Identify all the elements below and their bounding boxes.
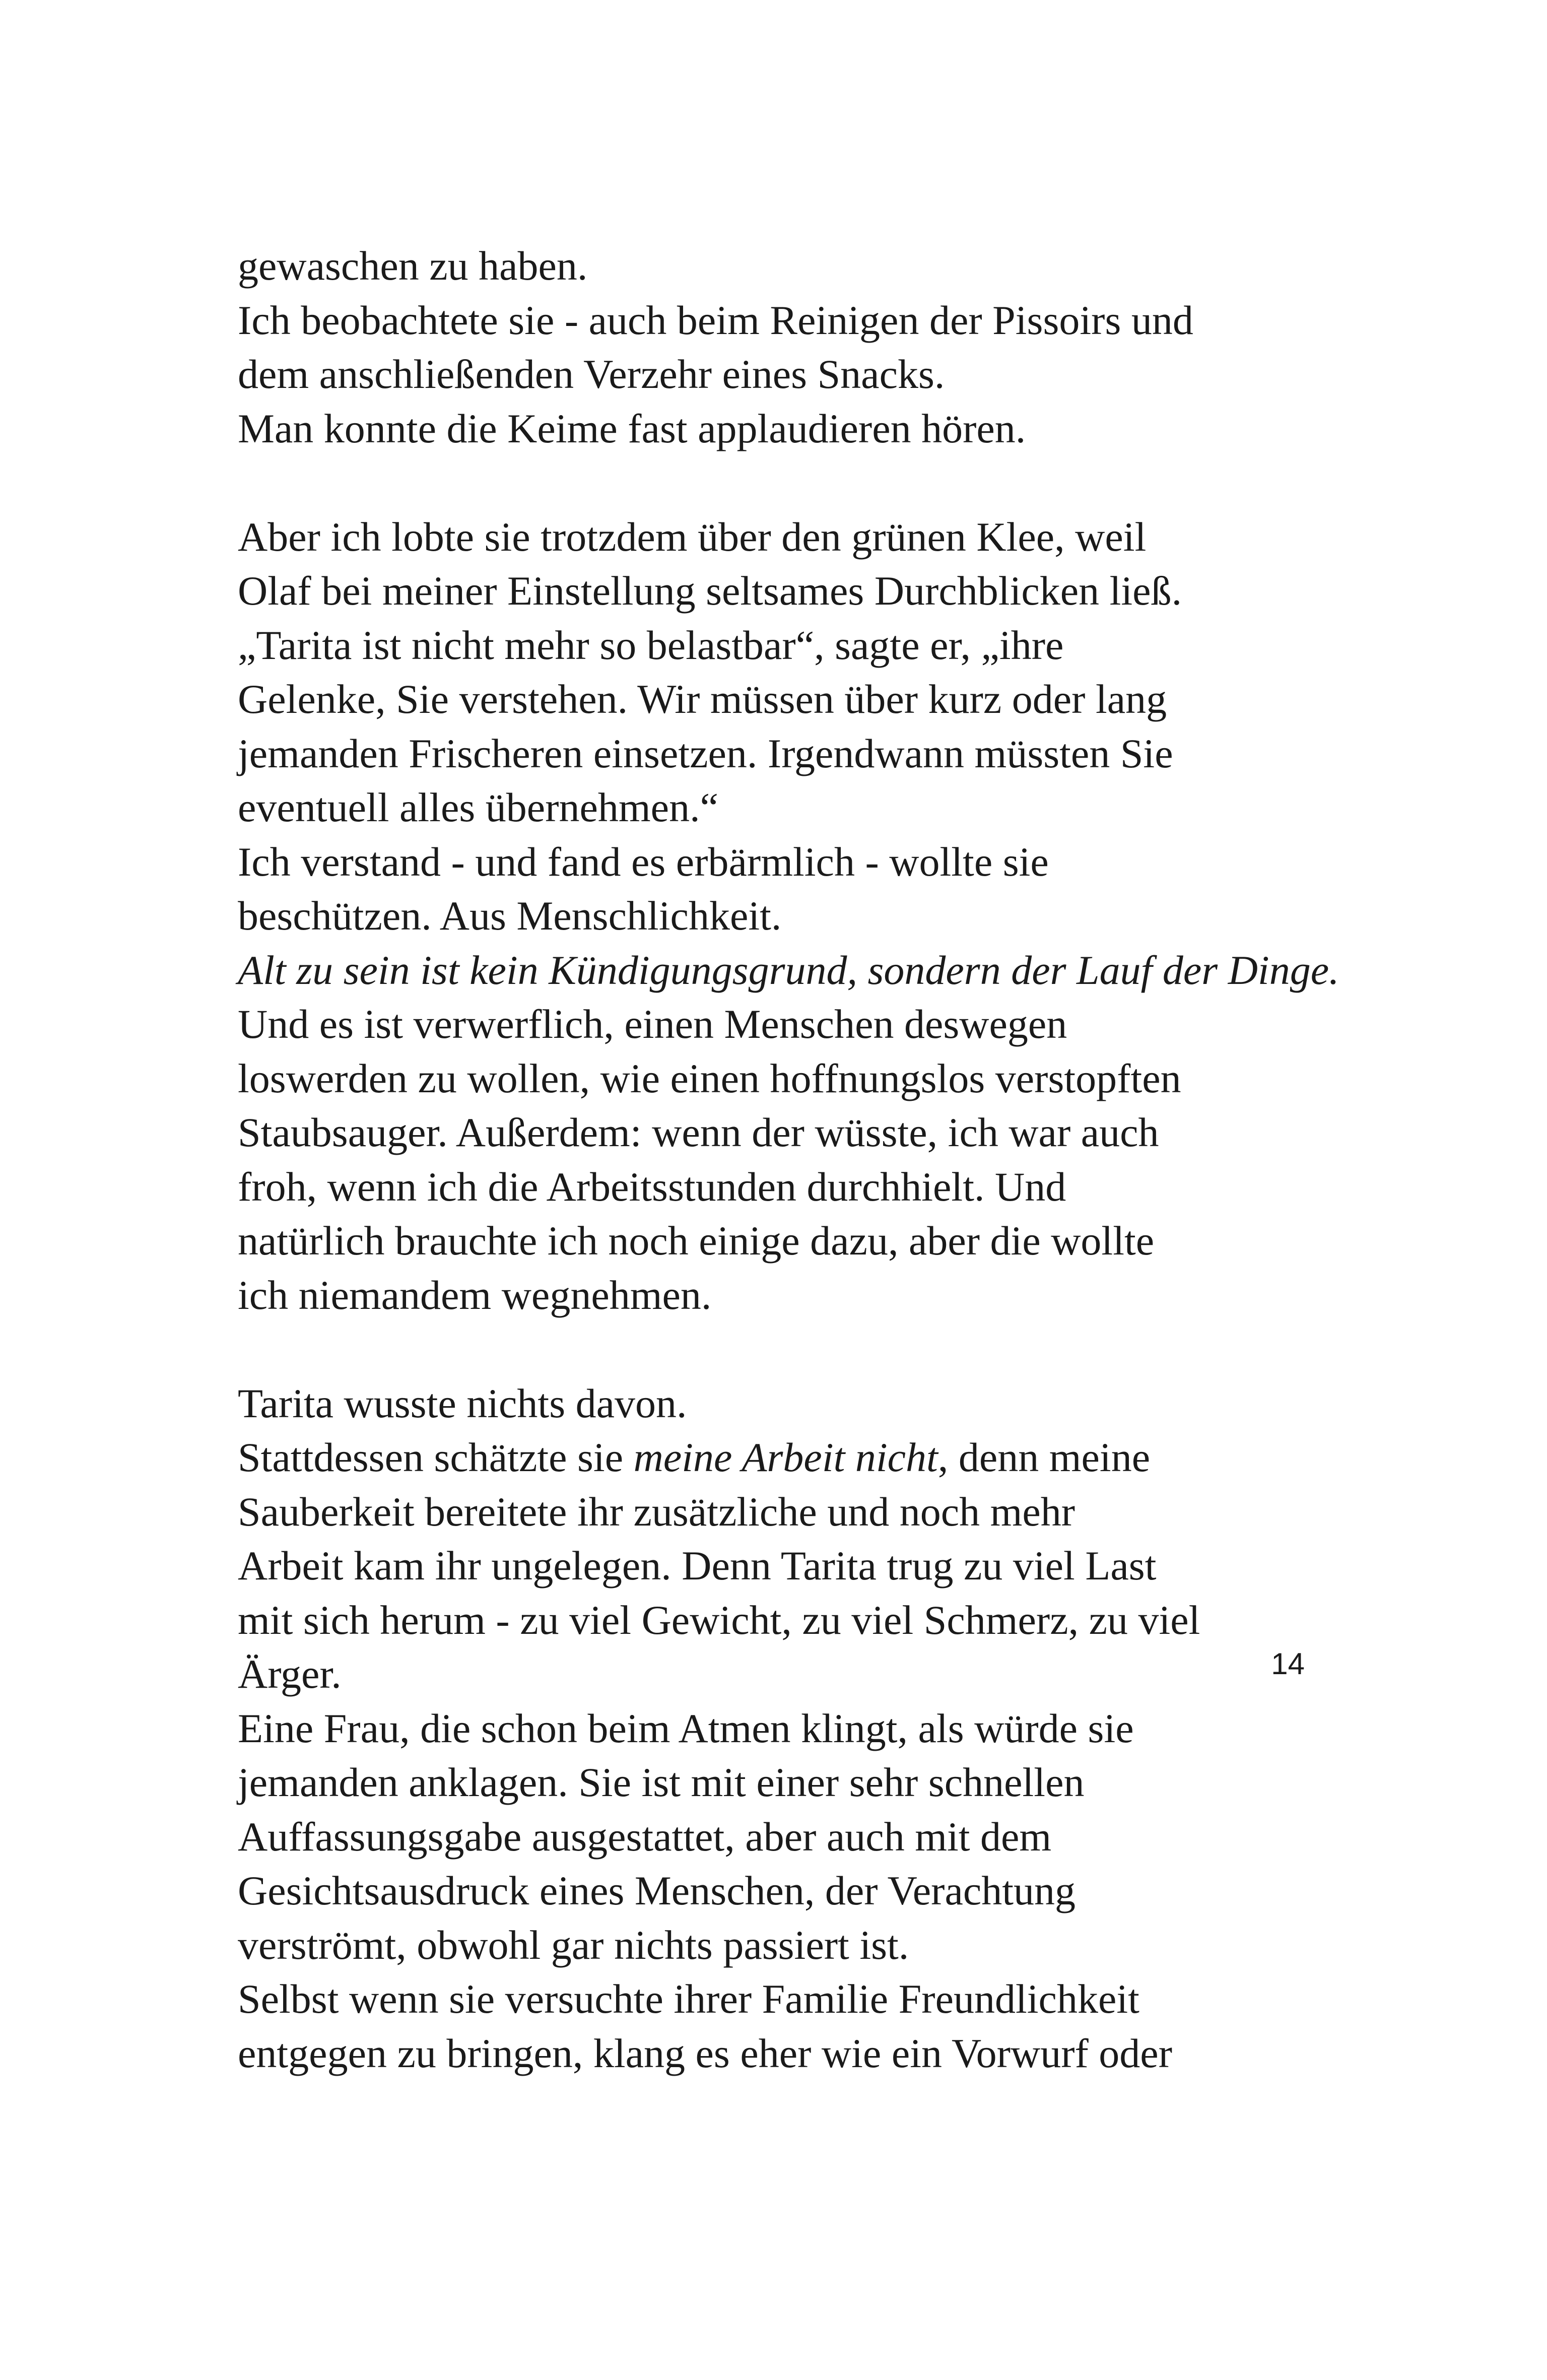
paragraph-break bbox=[238, 455, 1316, 510]
text-line: Eine Frau, die schon beim Atmen klingt, als würde sie bbox=[238, 1705, 1134, 1751]
text-line: Aber ich lobte sie trotzdem über den grünen Klee, weil bbox=[238, 513, 1147, 560]
text-line: entgegen zu bringen, klang es eher wie ein Vorwurf oder bbox=[238, 2030, 1173, 2076]
page-body-text bbox=[238, 239, 1339, 2080]
text-line bbox=[238, 943, 1339, 998]
text-line: ich niemandem wegnehmen. bbox=[238, 1272, 712, 1318]
italic-phrase: meine Arbeit nicht bbox=[633, 1434, 938, 1480]
text-line: Und es ist verwerflich, einen Menschen deswegen bbox=[238, 1001, 1067, 1047]
text-line: jemanden Frischeren einsetzen. Irgendwann müssten Sie bbox=[238, 730, 1173, 776]
text-line: Gelenke, Sie verstehen. Wir müssen über kurz oder lang bbox=[238, 676, 1167, 722]
text-line: Olaf bei meiner Einstellung seltsames Durchblicken ließ. bbox=[238, 568, 1182, 614]
text-line: verströmt, obwohl gar nichts passiert ist. bbox=[238, 1922, 909, 1968]
text-line: „Tarita ist nicht mehr so belastbar“, sagte er, „ihre bbox=[238, 622, 1064, 668]
text-line: mit sich herum - zu viel Gewicht, zu viel Schmerz, zu viel bbox=[238, 1597, 1200, 1643]
text-line: Ich beobachtete sie - auch beim Reinigen der Pissoirs und bbox=[238, 297, 1193, 343]
text-line: loswerden zu wollen, wie einen hoffnungslos verstopften bbox=[238, 1055, 1181, 1101]
text-line: Ich verstand - und fand es erbärmlich - wollte sie bbox=[238, 838, 1049, 885]
text-line bbox=[238, 1430, 1316, 1485]
text-segment: Stattdessen schätzte sie bbox=[238, 1434, 634, 1480]
text-line: Auffassungsgabe ausgestattet, aber auch mit dem bbox=[238, 1813, 1052, 1860]
text-line: natürlich brauchte ich noch einige dazu, aber die wollte bbox=[238, 1218, 1155, 1264]
text-segment: , denn meine bbox=[937, 1434, 1151, 1480]
text-line: Selbst wenn sie versuchte ihrer Familie Freundlichkeit bbox=[238, 1976, 1139, 2022]
text-line: Ärger. bbox=[238, 1651, 342, 1697]
text-line: Gesichtsausdruck eines Menschen, der Verachtung bbox=[238, 1868, 1076, 1913]
text-line: beschützen. Aus Menschlichkeit. bbox=[238, 893, 782, 939]
text-line: gewaschen zu haben. bbox=[238, 243, 588, 289]
text-line: Arbeit kam ihr ungelegen. Denn Tarita trug zu viel Last bbox=[238, 1543, 1157, 1589]
page-number: 14 bbox=[1271, 1647, 1305, 1681]
text-line: jemanden anklagen. Sie ist mit einer sehr schnellen bbox=[238, 1759, 1085, 1805]
text-line: Man konnte die Keime fast applaudieren hören. bbox=[238, 405, 1026, 451]
text-line: eventuell alles übernehmen.“ bbox=[238, 784, 718, 830]
text-line: Tarita wusste nichts davon. bbox=[238, 1380, 687, 1426]
text-line: Sauberkeit bereitete ihr zusätzliche und noch mehr bbox=[238, 1488, 1075, 1535]
text-line: dem anschließenden Verzehr eines Snacks. bbox=[238, 351, 945, 397]
text-line: Staubsauger. Außerdem: wenn der wüsste, ich war auch bbox=[238, 1109, 1159, 1155]
paragraph-break bbox=[238, 1322, 1316, 1376]
italic-quote: Alt zu sein ist kein Kündigungsgrund, sondern der Lauf der Dinge. bbox=[238, 947, 1339, 993]
text-line: froh, wenn ich die Arbeitsstunden durchhielt. Und bbox=[238, 1163, 1066, 1210]
